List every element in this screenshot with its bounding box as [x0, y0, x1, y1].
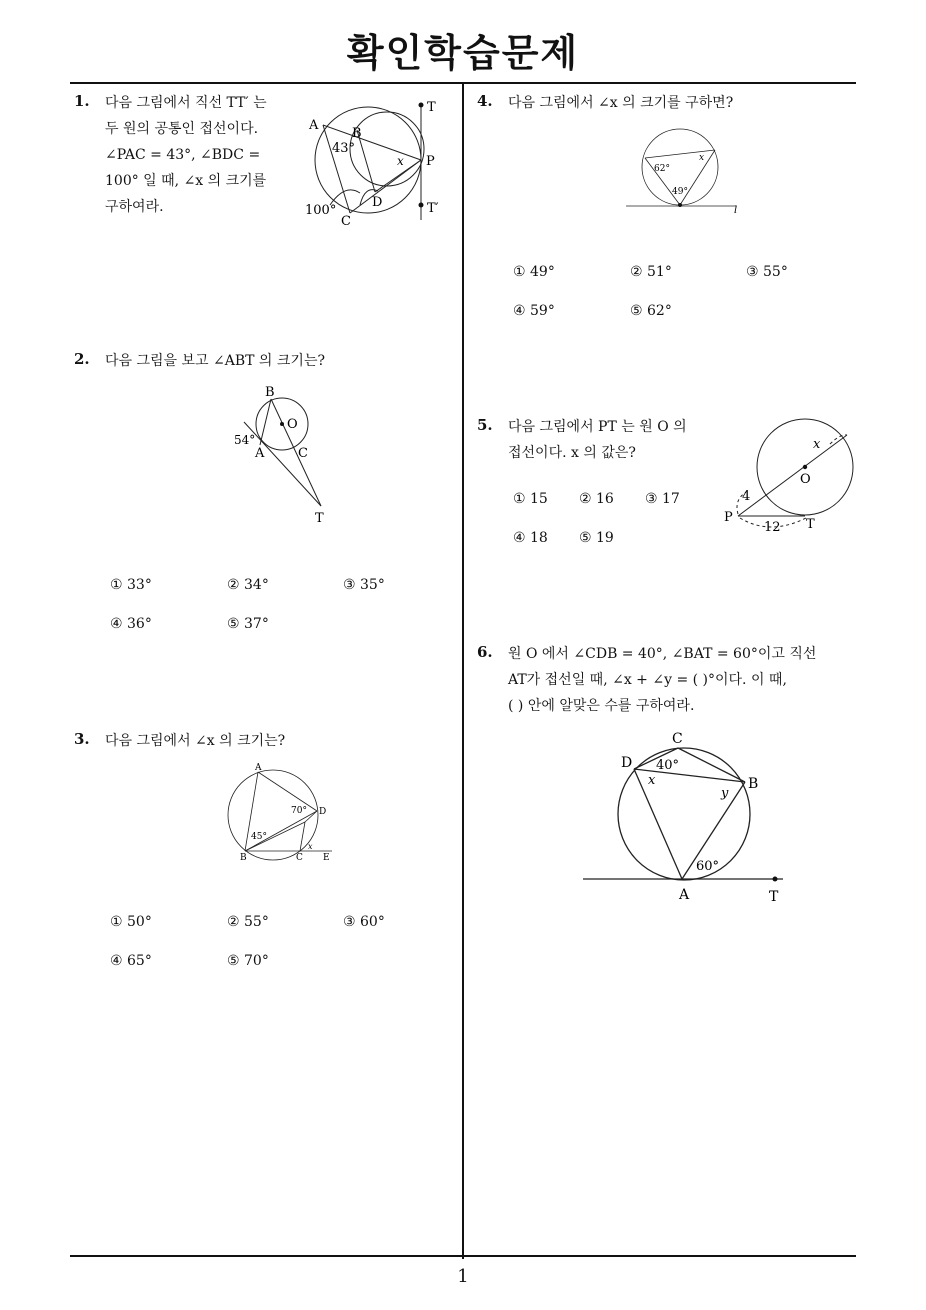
- fig1-label-D: D: [372, 195, 383, 210]
- fig3-label-45: 45°: [251, 832, 267, 842]
- question-3-line: 다음 그림에서 ∠x 의 크기는?: [105, 733, 286, 749]
- fig2-label-A: A: [255, 446, 265, 461]
- fig5-label-12: 12: [764, 520, 781, 535]
- fig5-label-P: P: [724, 510, 733, 525]
- fig5-label-4: 4: [742, 489, 751, 504]
- question-4-line: 다음 그림에서 ∠x 의 크기를 구하면?: [508, 95, 734, 111]
- fig1-label-100: 100°: [305, 203, 337, 218]
- fig6-label-C: C: [672, 731, 683, 747]
- fig5-label-x: x: [813, 437, 821, 452]
- fig6-label-x: x: [648, 773, 656, 788]
- question-5-text: [508, 414, 687, 466]
- fig2-label-O: O: [287, 417, 298, 432]
- question-4-choice[interactable]: ④ 59°: [513, 303, 555, 319]
- page-number: 1: [457, 1266, 469, 1287]
- question-5-choice[interactable]: ② 16: [579, 491, 614, 507]
- fig5-label-O: O: [800, 472, 811, 487]
- fig3-label-E: E: [323, 853, 330, 863]
- question-5-choice[interactable]: ⑤ 19: [579, 530, 614, 546]
- fig1-label-43: 43°: [332, 141, 356, 156]
- question-6-text: [508, 641, 816, 719]
- question-3-text: [105, 728, 285, 754]
- question-5-figure: [720, 418, 860, 538]
- fig6-label-A: A: [679, 887, 690, 903]
- fig4-label-l: l: [734, 205, 738, 216]
- question-3-number: 3.: [74, 730, 90, 748]
- question-1-text: [105, 90, 267, 220]
- question-2-choice[interactable]: ③ 35°: [343, 577, 385, 593]
- fig4-label-49: 49°: [672, 187, 688, 197]
- column-divider: [462, 83, 464, 1259]
- question-4-text: [508, 90, 733, 116]
- fig3-label-B: B: [240, 853, 247, 863]
- fig6-label-B: B: [748, 776, 759, 792]
- fig3-label-x: x: [308, 842, 313, 851]
- question-5-line: 접선이다. x 의 값은?: [508, 445, 636, 461]
- question-2-choice[interactable]: ④ 36°: [110, 616, 152, 632]
- question-5-number: 5.: [477, 416, 493, 434]
- question-3-figure: [222, 760, 342, 866]
- fig4-label-62: 62°: [654, 164, 670, 174]
- question-3-choice[interactable]: ② 55°: [227, 914, 269, 930]
- question-2-choice[interactable]: ① 33°: [110, 577, 152, 593]
- question-1-number: 1.: [74, 92, 90, 110]
- question-4-choice[interactable]: ① 49°: [513, 264, 555, 280]
- question-6-line: AT가 접선일 때, ∠x + ∠y = ( )°이다. 이 때,: [508, 672, 787, 688]
- question-2-choice[interactable]: ⑤ 37°: [227, 616, 269, 632]
- question-6-figure: [578, 728, 798, 910]
- fig2-label-B: B: [265, 385, 275, 400]
- fig2-label-T: T: [315, 511, 324, 526]
- question-6-line: ( ) 안에 알맞은 수를 구하여라.: [508, 698, 695, 714]
- fig1-label-P: P: [426, 154, 435, 169]
- question-2-choice[interactable]: ② 34°: [227, 577, 269, 593]
- question-1-line: 구하여라.: [105, 199, 164, 215]
- fig6-label-D: D: [621, 755, 633, 771]
- fig6-label-T: T: [769, 889, 779, 905]
- fig1-label-T: T: [427, 100, 436, 115]
- fig1-label-C: C: [341, 214, 351, 229]
- question-5-line: 다음 그림에서 PT 는 원 O 의: [508, 419, 687, 435]
- question-2-text: [105, 348, 325, 374]
- fig3-label-C: C: [296, 853, 303, 863]
- question-4-choice[interactable]: ③ 55°: [746, 264, 788, 280]
- fig1-label-B: B: [352, 126, 362, 141]
- fig6-label-y: y: [721, 786, 729, 801]
- fig3-label-A: A: [255, 763, 262, 773]
- bottom-rule: [70, 1255, 856, 1257]
- fig2-label-C: C: [298, 446, 308, 461]
- fig3-label-70: 70°: [291, 806, 307, 816]
- question-4-figure: [624, 122, 746, 217]
- fig2-label-54: 54°: [234, 433, 256, 447]
- question-4-choice[interactable]: ② 51°: [630, 264, 672, 280]
- question-2-figure: [230, 382, 340, 527]
- fig4-label-x: x: [699, 153, 705, 163]
- question-3-choice[interactable]: ③ 60°: [343, 914, 385, 930]
- page-title: 확인학습문제: [346, 31, 580, 75]
- question-1-line: 100° 일 때, ∠x 의 크기를: [105, 173, 267, 189]
- question-1-line: ∠PAC = 43°, ∠BDC =: [105, 147, 261, 163]
- question-3-choice[interactable]: ⑤ 70°: [227, 953, 269, 969]
- fig3-label-D: D: [319, 807, 327, 817]
- question-6-number: 6.: [477, 643, 493, 661]
- question-1-line: 두 원의 공통인 접선이다.: [105, 121, 259, 137]
- fig1-label-x: x: [397, 154, 404, 168]
- question-4-choice[interactable]: ⑤ 62°: [630, 303, 672, 319]
- question-2-line: 다음 그림을 보고 ∠ABT 의 크기는?: [105, 353, 325, 369]
- question-4-number: 4.: [477, 92, 493, 110]
- fig1-label-A: A: [309, 118, 319, 133]
- fig1-label-T-prime: T′: [427, 201, 439, 216]
- question-5-choice[interactable]: ④ 18: [513, 530, 548, 546]
- fig6-label-40: 40°: [656, 758, 680, 773]
- question-1-line: 다음 그림에서 직선 TT′ 는: [105, 95, 267, 111]
- question-3-choice[interactable]: ① 50°: [110, 914, 152, 930]
- fig6-label-60: 60°: [696, 859, 720, 874]
- question-2-number: 2.: [74, 350, 90, 368]
- question-5-choice[interactable]: ③ 17: [645, 491, 680, 507]
- question-3-choice[interactable]: ④ 65°: [110, 953, 152, 969]
- question-6-line: 원 O 에서 ∠CDB = 40°, ∠BAT = 60°이고 직선: [508, 646, 817, 662]
- question-1-figure: [300, 95, 460, 230]
- fig5-label-T: T: [806, 517, 815, 532]
- question-5-choice[interactable]: ① 15: [513, 491, 548, 507]
